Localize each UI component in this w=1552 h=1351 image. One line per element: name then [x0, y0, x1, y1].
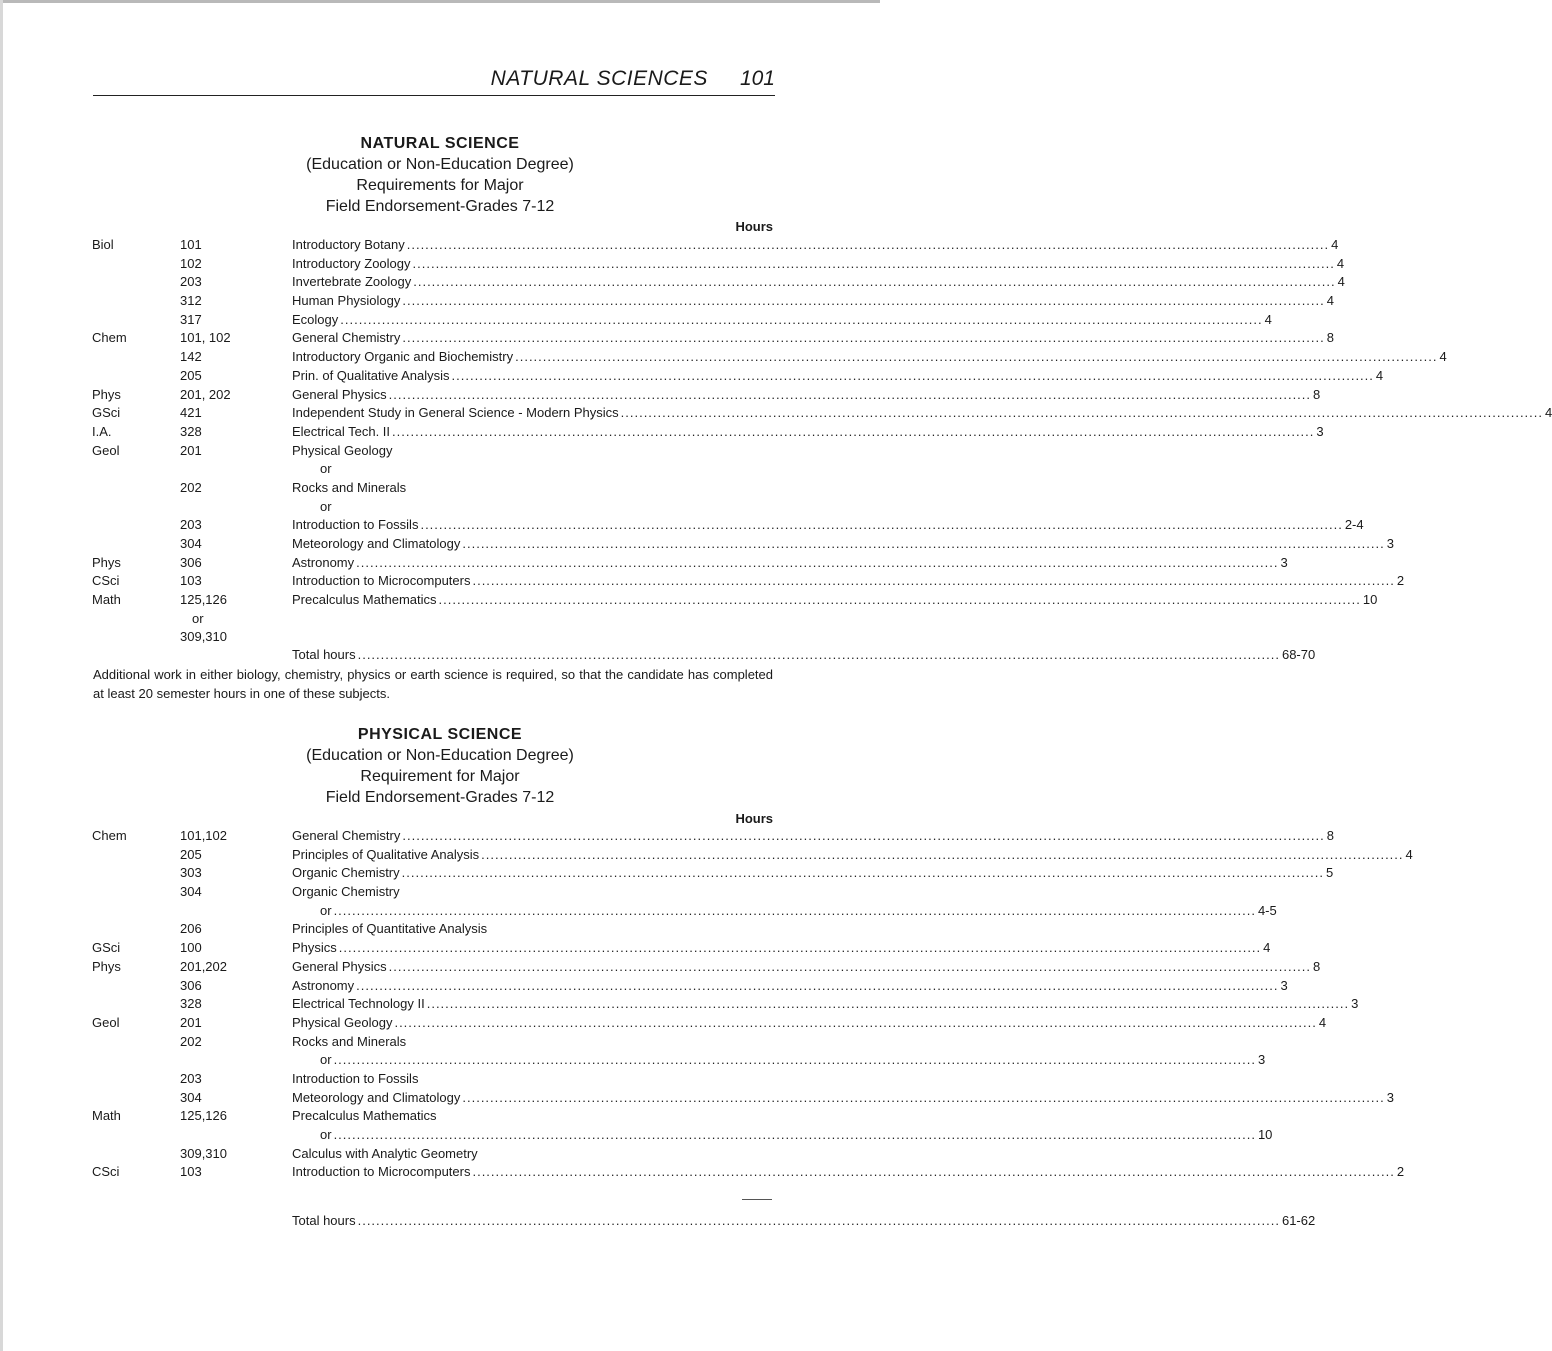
natural-science-heading	[0, 134, 880, 217]
course-hours: 3	[1316, 423, 1324, 439]
course-number: 306	[180, 977, 202, 993]
physical-total-row	[0, 1212, 1316, 1231]
leader-dots: ........................................................................................................................................................................................................	[356, 554, 1279, 570]
course-row	[0, 846, 1413, 865]
course-row	[0, 1163, 1405, 1182]
physical-science-course-list	[0, 827, 1413, 1182]
natural-total	[292, 646, 1316, 665]
course-number: 304	[180, 884, 202, 900]
natural-science-degree: (Education or Non-Education Degree)	[306, 156, 574, 173]
course-number: 309,310	[180, 1145, 227, 1161]
course-title: or	[320, 498, 332, 514]
physical-science-requirements: Requirement for Major	[360, 768, 520, 785]
course-number: 205	[180, 846, 202, 862]
course-dept: Phys	[92, 958, 121, 974]
course-hours: 4	[1263, 940, 1271, 956]
course-title-cell	[292, 273, 1345, 292]
leader-dots: ........................................................................................................................................................................................................	[357, 647, 1280, 662]
course-hours: 2	[1396, 1164, 1405, 1180]
natural-science-note: Additional work in either biology, chemistry, physics or earth science is required, so that the candidate has completed at least 20 semester hours in one of these subjects.	[93, 667, 773, 701]
course-row	[0, 311, 1272, 330]
leader-dots: ........................................................................................................................................................................................................	[451, 367, 1374, 383]
course-hours: 3	[1280, 554, 1288, 570]
course-number: 103	[180, 573, 202, 589]
course-title-cell	[292, 920, 772, 939]
leader-dots: ........................................................................................................................................................................................................	[333, 1127, 1256, 1142]
course-row	[0, 610, 880, 629]
course-row	[0, 572, 1405, 591]
course-title: Astronomy	[292, 554, 355, 570]
course-number: 205	[180, 367, 202, 383]
course-number: 203	[180, 1070, 202, 1086]
course-row	[0, 920, 880, 939]
course-title: Astronomy	[292, 977, 355, 993]
course-title: Meteorology and Climatology	[292, 1089, 461, 1105]
course-row	[0, 1014, 1327, 1033]
course-title: or	[320, 1052, 332, 1068]
course-title-cell	[292, 1126, 1273, 1145]
course-title-cell	[292, 1051, 1266, 1070]
physical-total-label: Total hours	[292, 1213, 356, 1228]
course-hours: 4	[1405, 846, 1413, 862]
course-row	[0, 348, 1447, 367]
course-row	[0, 939, 1271, 958]
leader-dots: ........................................................................................................................................................................................................	[402, 330, 1325, 346]
course-number: 125,126	[180, 592, 227, 608]
course-title: Principles of Quantitative Analysis	[292, 921, 488, 937]
course-hours: 8	[1326, 330, 1334, 346]
course-title-cell	[292, 1145, 772, 1164]
course-title-cell	[292, 554, 1288, 573]
course-number: 101	[180, 237, 202, 252]
course-hours: 10	[1257, 1127, 1273, 1142]
page-number: 101	[739, 67, 775, 90]
course-title-cell	[292, 348, 1447, 367]
running-header-title: NATURAL SCIENCES	[490, 67, 708, 90]
course-hours: 4	[1326, 293, 1334, 309]
course-title: Introduction to Microcomputers	[292, 1164, 471, 1180]
course-row	[0, 460, 880, 479]
natural-science-course-list	[0, 236, 1552, 647]
course-row	[0, 977, 1288, 996]
course-title-cell	[292, 423, 1324, 442]
course-number: 328	[180, 996, 202, 1012]
course-hours: 3	[1257, 1052, 1266, 1068]
course-number: 202	[180, 1033, 202, 1049]
course-row	[0, 1126, 1273, 1145]
course-number: 101,102	[180, 828, 227, 843]
course-row	[0, 995, 1359, 1014]
course-number: 303	[180, 865, 202, 881]
course-title: Meteorology and Climatology	[292, 536, 461, 551]
course-title-cell	[292, 1014, 1327, 1033]
course-title: Prin. of Qualitative Analysis	[292, 367, 450, 383]
course-hours: 8	[1313, 386, 1321, 402]
leader-dots: ........................................................................................................................................................................................................	[472, 573, 1395, 589]
course-number: 100	[180, 940, 202, 956]
course-title-cell	[292, 977, 1288, 996]
leader-dots: ........................................................................................................................................................................................................	[462, 1089, 1385, 1105]
total-rule	[742, 1199, 772, 1200]
course-number: 202	[180, 479, 202, 495]
natural-science-endorsement: Field Endorsement-Grades 7-12	[325, 198, 555, 215]
natural-science-requirements: Requirements for Major	[356, 177, 524, 194]
course-title-cell	[292, 1107, 772, 1126]
leader-dots: ........................................................................................................................................................................................................	[402, 828, 1325, 843]
course-row	[0, 958, 1321, 977]
course-hours: 4	[1439, 349, 1447, 365]
course-row	[0, 1033, 880, 1052]
leader-dots: ........................................................................................................................................................................................................	[356, 977, 1279, 993]
course-title: Physics	[292, 940, 337, 956]
course-title-cell	[292, 591, 1378, 610]
course-row	[0, 386, 1321, 405]
course-title: Precalculus Mathematics	[292, 592, 437, 608]
physical-science-title: PHYSICAL SCIENCE	[357, 726, 523, 743]
course-hours: 10	[1362, 592, 1378, 608]
course-row	[0, 1145, 880, 1164]
course-title: or	[320, 902, 332, 918]
course-number: 201	[180, 442, 202, 458]
course-title-cell	[292, 1033, 772, 1052]
leader-dots: ........................................................................................................................................................................................................	[472, 1164, 1395, 1180]
leader-dots: ........................................................................................................................................................................................................	[333, 902, 1256, 918]
course-number: 309,310	[180, 629, 227, 645]
course-title: Rocks and Minerals	[292, 1033, 407, 1049]
leader-dots: ........................................................................................................................................................................................................	[426, 996, 1350, 1012]
course-number: 142	[180, 349, 202, 365]
course-hours: 2	[1396, 573, 1405, 589]
course-title-cell	[292, 995, 1359, 1014]
course-title-cell	[292, 498, 772, 517]
course-dept: Math	[92, 592, 121, 608]
course-hours: 4	[1336, 255, 1345, 271]
course-dept: Chem	[92, 828, 127, 843]
running-header	[93, 64, 775, 96]
leader-dots: ........................................................................................................................................................................................................	[388, 958, 1312, 974]
course-title: Introduction to Fossils	[292, 1070, 419, 1086]
course-row	[0, 1107, 880, 1126]
course-hours: 8	[1326, 828, 1334, 843]
leader-dots: ........................................................................................................................................................................................................	[462, 536, 1385, 551]
leader-dots: ........................................................................................................................................................................................................	[413, 274, 1336, 290]
course-title: or	[320, 461, 332, 477]
course-title-cell	[292, 479, 772, 498]
course-row	[0, 1051, 1266, 1070]
natural-science-title: NATURAL SCIENCE	[360, 135, 520, 152]
course-number: 201	[180, 1014, 202, 1030]
course-number: 201, 202	[180, 386, 231, 402]
course-title-cell	[292, 442, 772, 461]
leader-dots: ........................................................................................................................................................................................................	[333, 1052, 1256, 1068]
course-row	[0, 329, 1334, 348]
course-hours: 4	[1545, 405, 1552, 421]
course-hours: 5	[1326, 865, 1334, 881]
course-title: Electrical Tech. II	[292, 423, 391, 439]
course-number: 102	[180, 255, 202, 271]
course-title-cell	[292, 1163, 1405, 1182]
natural-total-hours: 68-70	[1281, 647, 1316, 662]
physical-total	[292, 1212, 1316, 1231]
leader-dots: ........................................................................................................................................................................................................	[357, 1213, 1280, 1228]
course-row	[0, 404, 1552, 423]
leader-dots: ........................................................................................................................................................................................................	[420, 517, 1343, 533]
course-number: 328	[180, 423, 202, 439]
course-title-cell	[292, 367, 1384, 386]
course-hours: 3	[1280, 977, 1288, 993]
course-dept: GSci	[92, 940, 121, 956]
course-title: Human Physiology	[292, 293, 401, 309]
natural-total-label: Total hours	[292, 647, 356, 662]
course-row	[0, 554, 1288, 573]
course-row	[0, 442, 880, 461]
course-title-cell	[292, 864, 1334, 883]
leader-dots: ........................................................................................................................................................................................................	[401, 865, 1325, 881]
course-row	[0, 883, 880, 902]
leader-dots: ........................................................................................................................................................................................................	[481, 846, 1404, 862]
course-dept: Biol	[92, 237, 114, 252]
course-title: Electrical Technology II	[292, 996, 425, 1012]
leader-dots: ........................................................................................................................................................................................................	[515, 349, 1438, 365]
course-title-cell	[292, 1089, 1394, 1108]
course-title-cell	[292, 311, 1272, 330]
course-number: or	[192, 610, 204, 626]
course-title: Independent Study in General Science - Modern Physics	[292, 405, 619, 421]
leader-dots: ........................................................................................................................................................................................................	[394, 1014, 1317, 1030]
course-hours: 3	[1386, 536, 1394, 551]
course-number: 306	[180, 554, 202, 570]
course-number: 103	[180, 1164, 202, 1180]
course-title-cell	[292, 1070, 772, 1089]
leader-dots: ........................................................................................................................................................................................................	[338, 940, 1262, 956]
course-row	[0, 498, 880, 517]
page-top-shadow	[0, 0, 880, 3]
course-title: Ecology	[292, 311, 339, 327]
natural-hours-header: Hours	[735, 219, 773, 234]
course-hours: 2-4	[1344, 517, 1364, 533]
course-title: Calculus with Analytic Geometry	[292, 1145, 478, 1161]
course-row	[0, 516, 1364, 535]
physical-science-degree: (Education or Non-Education Degree)	[306, 747, 574, 764]
course-dept: Geol	[92, 1014, 120, 1030]
course-title: Introductory Zoology	[292, 255, 411, 271]
course-title-cell	[292, 902, 1277, 921]
course-dept: CSci	[92, 573, 120, 589]
natural-total-row	[0, 646, 1316, 665]
course-row	[0, 292, 1334, 311]
leader-dots: ........................................................................................................................................................................................................	[406, 237, 1330, 252]
course-title: General Chemistry	[292, 330, 401, 346]
course-row	[0, 367, 1384, 386]
course-row	[0, 423, 1324, 442]
course-title-cell	[292, 535, 1394, 554]
course-title: Organic Chemistry	[292, 865, 400, 881]
course-title: General Physics	[292, 386, 387, 402]
course-row	[0, 902, 1277, 921]
course-title-cell	[292, 404, 1552, 423]
course-row	[0, 591, 1378, 610]
course-row	[0, 1070, 880, 1089]
course-hours: 4	[1318, 1014, 1327, 1030]
leader-dots: ........................................................................................................................................................................................................	[412, 255, 1335, 271]
course-title: Invertebrate Zoology	[292, 274, 412, 290]
course-title: General Physics	[292, 958, 387, 974]
leader-dots: ........................................................................................................................................................................................................	[620, 405, 1544, 421]
course-title: Organic Chemistry	[292, 884, 400, 900]
course-dept: GSci	[92, 405, 121, 421]
course-number: 317	[180, 311, 202, 327]
course-dept: CSci	[92, 1164, 120, 1180]
course-title: or	[320, 1127, 332, 1142]
course-hours: 4	[1264, 311, 1272, 327]
course-number: 421	[180, 405, 202, 421]
course-number: 206	[180, 921, 202, 937]
course-number: 304	[180, 536, 202, 551]
course-hours: 3	[1386, 1089, 1394, 1105]
course-number: 125,126	[180, 1108, 227, 1124]
course-hours: 4-5	[1257, 902, 1277, 918]
course-row	[0, 236, 1339, 255]
leader-dots: ........................................................................................................................................................................................................	[438, 592, 1361, 608]
course-title: Physical Geology	[292, 1014, 393, 1030]
course-title-cell	[292, 827, 1334, 846]
course-title-cell	[292, 883, 772, 902]
course-title: General Chemistry	[292, 828, 401, 843]
course-row	[0, 864, 1334, 883]
course-title-cell	[292, 939, 1271, 958]
course-number: 101, 102	[180, 330, 231, 346]
course-title: Physical Geology	[292, 442, 393, 458]
course-dept: I.A.	[92, 423, 112, 439]
leader-dots: ........................................................................................................................................................................................................	[402, 293, 1325, 309]
course-number: 203	[180, 274, 202, 290]
course-row	[0, 255, 1345, 274]
course-dept: Geol	[92, 442, 120, 458]
course-hours: 4	[1337, 274, 1345, 290]
course-number: 201,202	[180, 958, 227, 974]
course-title-cell	[292, 516, 1364, 535]
course-hours: 4	[1331, 237, 1339, 252]
course-title: Rocks and Minerals	[292, 479, 407, 495]
course-row	[0, 1089, 1394, 1108]
course-row	[0, 273, 1345, 292]
course-title: Introductory Botany	[292, 237, 405, 252]
course-title-cell	[292, 572, 1405, 591]
course-title-cell	[292, 460, 772, 479]
course-row	[0, 535, 1394, 554]
course-dept: Phys	[92, 554, 121, 570]
leader-dots: ........................................................................................................................................................................................................	[388, 386, 1312, 402]
course-title: Introduction to Microcomputers	[292, 573, 471, 589]
leader-dots: ........................................................................................................................................................................................................	[392, 423, 1315, 439]
course-row	[0, 479, 880, 498]
course-title: Principles of Qualitative Analysis	[292, 846, 480, 862]
course-dept: Phys	[92, 386, 121, 402]
course-title: Precalculus Mathematics	[292, 1108, 437, 1124]
course-number: 304	[180, 1089, 202, 1105]
course-title-cell	[292, 236, 1339, 255]
physical-hours-header: Hours	[735, 811, 773, 826]
course-title-cell	[292, 255, 1345, 274]
course-hours: 4	[1375, 367, 1384, 383]
physical-total-hours: 61-62	[1281, 1213, 1316, 1228]
course-row	[0, 827, 1334, 846]
course-row	[0, 628, 880, 647]
course-dept: Chem	[92, 330, 127, 346]
course-title-cell	[292, 386, 1321, 405]
course-hours: 8	[1313, 958, 1321, 974]
course-title: Introduction to Fossils	[292, 517, 419, 533]
course-title: Introductory Organic and Biochemistry	[292, 349, 514, 365]
course-dept: Math	[92, 1108, 121, 1124]
physical-science-endorsement: Field Endorsement-Grades 7-12	[325, 789, 555, 806]
course-title-cell	[292, 846, 1413, 865]
course-number: 312	[180, 293, 202, 309]
course-title-cell	[292, 292, 1334, 311]
course-number: 203	[180, 517, 202, 533]
course-title-cell	[292, 958, 1321, 977]
course-hours: 3	[1351, 996, 1359, 1012]
course-title-cell	[292, 329, 1334, 348]
physical-science-heading	[0, 725, 880, 808]
leader-dots: ........................................................................................................................................................................................................	[340, 311, 1263, 327]
